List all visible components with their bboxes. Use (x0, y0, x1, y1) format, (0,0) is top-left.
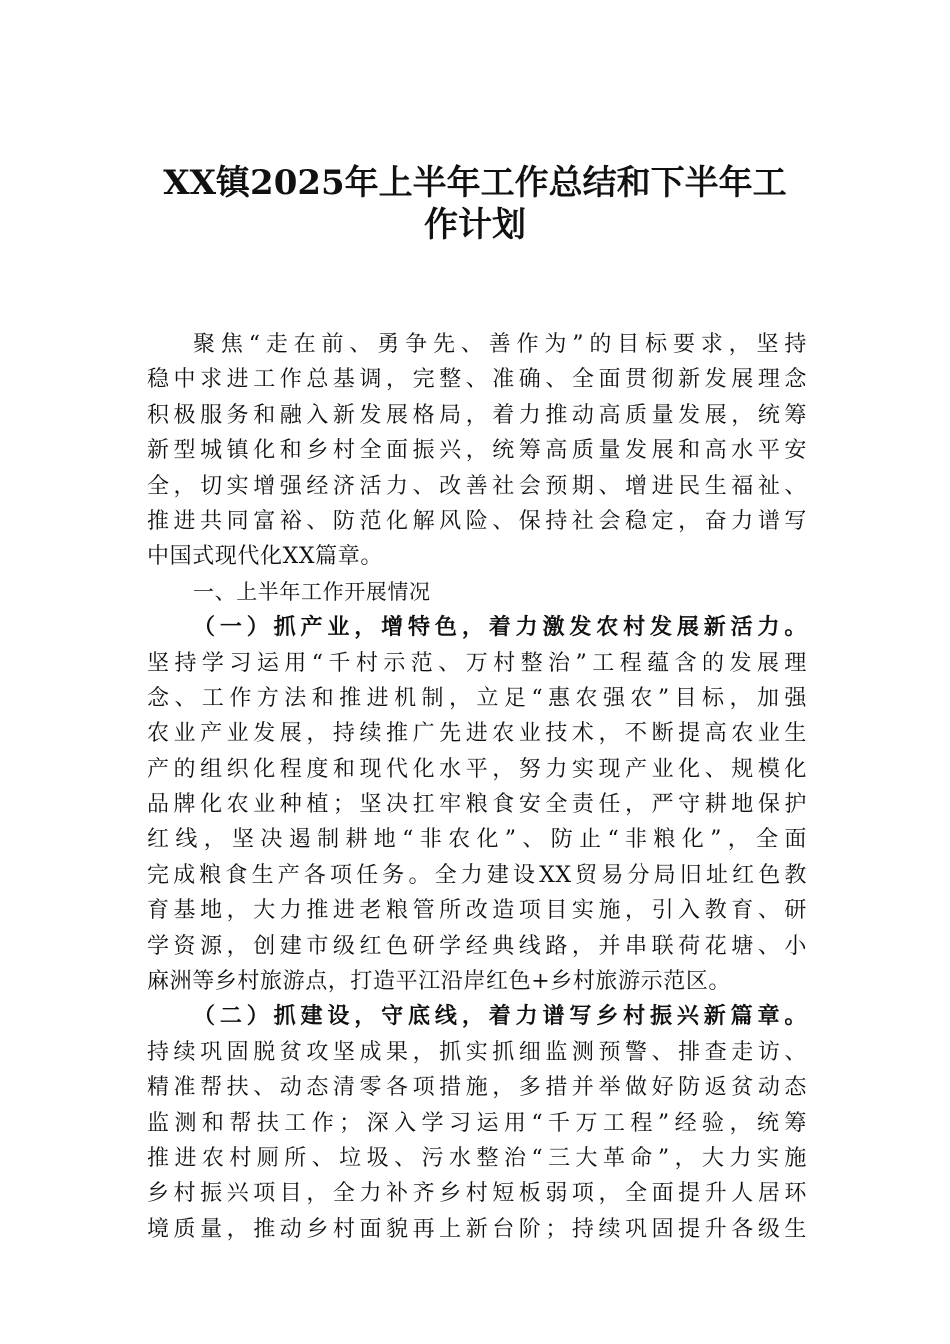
paragraph-line: 推进农村厕所、垃圾、污水整治“三大革命”，大力实施 (147, 1145, 807, 1171)
subsection-heading: （一）抓产业，增特色，着力激发农村发展新活力。 (193, 614, 807, 641)
paragraph-line: 精准帮扶、动态清零各项措施，多措并举做好防返贫动态 (147, 1075, 807, 1101)
paragraph-line: 品牌化农业种植；坚决扛牢粮食安全责任，严守耕地保护 (147, 792, 807, 818)
paragraph-line: 中国式现代化XX篇章。 (147, 544, 383, 570)
subsection-1 (147, 610, 807, 999)
document-title-line-2: 作计划 (424, 205, 526, 245)
subsection-heading: （二）抓建设，守底线，着力谱写乡村振兴新篇章。 (193, 1003, 807, 1030)
paragraph-line: 稳中求进工作总基调，完整、准确、全面贯彻新发展理念 (147, 367, 807, 393)
section-heading: 一、上半年工作开展情况 (193, 579, 431, 604)
paragraph-line: 学资源，创建市级红色研学经典线路，并串联荷花塘、小 (147, 933, 807, 959)
paragraph-line: 境质量，推动乡村面貌再上新台阶；持续巩固提升各级生 (147, 1216, 807, 1242)
paragraph-line: 农业产业发展，持续推广先进农业技术，不断提高农业生 (147, 721, 807, 747)
document-body (147, 327, 807, 1247)
paragraph-line: 积极服务和融入新发展格局，着力推动高质量发展，统筹 (147, 402, 807, 428)
paragraph-line: 乡村振兴项目，全力补齐乡村短板弱项，全面提升人居环 (147, 1181, 807, 1207)
paragraph-line: 念、工作方法和推进机制，立足“惠农强农”目标，加强 (147, 685, 807, 711)
paragraph-line: 监测和帮扶工作；深入学习运用“千万工程”经验，统筹 (147, 1110, 807, 1136)
paragraph-line: 聚焦“走在前、勇争先、善作为”的目标要求，坚持 (193, 332, 807, 357)
paragraph-line: 红线，坚决遏制耕地“非农化”、防止“非粮化”，全面 (147, 827, 807, 853)
intro-paragraph (147, 327, 807, 575)
paragraph-line: 育基地，大力推进老粮管所改造项目实施，引入教育、研 (147, 898, 807, 924)
paragraph-line: 推进共同富裕、防范化解风险、保持社会稳定，奋力谱写 (147, 508, 807, 534)
document-title-line-1: XX镇2025年上半年工作总结和下半年工 (163, 163, 787, 203)
subsection-2 (147, 999, 807, 1247)
paragraph-line: 全，切实增强经济活力、改善社会预期、增进民生福祉、 (147, 473, 807, 499)
paragraph-line: 完成粮食生产各项任务。全力建设XX贸易分局旧址红色教 (147, 862, 807, 888)
paragraph-line: 持续巩固脱贫攻坚成果，抓实抓细监测预警、排查走访、 (147, 1039, 807, 1065)
paragraph-line: 麻洲等乡村旅游点，打造平江沿岸红色+乡村旅游示范区。 (147, 969, 732, 995)
paragraph-line: 产的组织化程度和现代化水平，努力实现产业化、规模化 (147, 756, 807, 782)
paragraph-line: 坚持学习运用“千村示范、万村整治”工程蕴含的发展理 (147, 650, 807, 676)
paragraph-line: 新型城镇化和乡村全面振兴，统筹高质量发展和高水平安 (147, 438, 807, 464)
